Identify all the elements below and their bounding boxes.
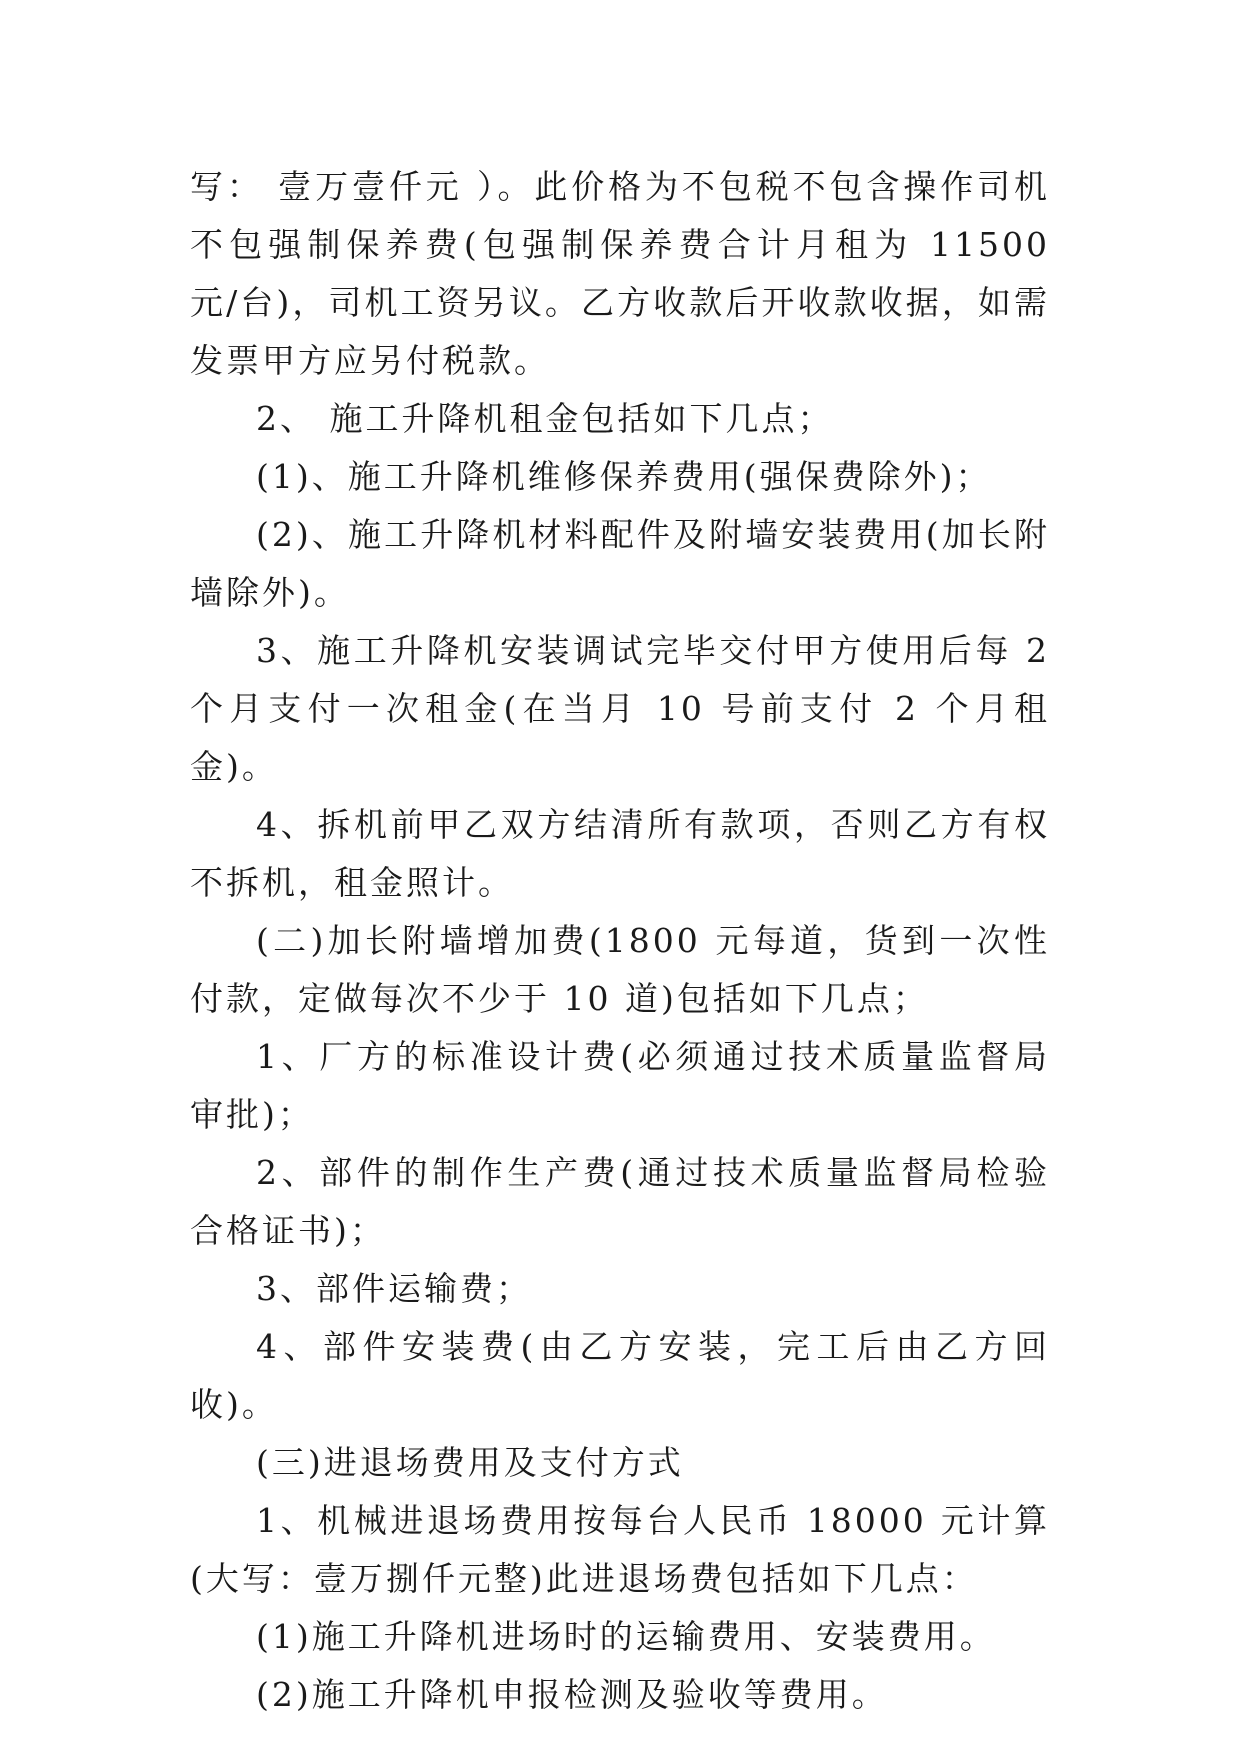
paragraph-dismantle-settlement: 4、拆机前甲乙双方结清所有款项，否则乙方有权不拆机，租金照计。 [190,805,1050,902]
paragraph-entry-exit-fee: 1、机械进退场费用按每台人民币 18000 元计算(大写：壹万捌仟元整)此进退场费包括如下几点： [190,1501,1050,1598]
paragraph-rent-item-1: (1)、施工升降机维修保养费用(强保费除外)； [256,457,992,496]
paragraph-extension-item-4: 4、部件安装费(由乙方安装，完工后由乙方回收)。 [190,1327,1050,1424]
paragraph-extension-item-1: 1、厂方的标准设计费(必须通过技术质量监督局审批)； [190,1037,1050,1134]
paragraph-extension-item-3: 3、部件运输费； [256,1269,532,1308]
paragraph-extension-item-2: 2、部件的制作生产费(通过技术质量监督局检验合格证书)； [190,1153,1050,1250]
paragraph-price-terms: 写： 壹万壹仟元 ）。此价格为不包税不包含操作司机不包强制保养费(包强制保养费合计月租为 11500 元/台)，司机工资另议。乙方收款后开收款收据，如需发票甲方应另付税款。 [190,167,1050,380]
document-body [190,158,1050,1724]
paragraph-payment-schedule: 3、施工升降机安装调试完毕交付甲方使用后每 2 个月支付一次租金(在当月 10 号前支付 2 个月租金)。 [190,631,1050,786]
paragraph-rent-includes: 2、 施工升降机租金包括如下几点； [256,399,834,438]
paragraph-entry-exit-heading: (三)进退场费用及支付方式 [256,1443,684,1482]
paragraph-entry-exit-item-1: (1)施工升降机进场时的运输费用、安装费用。 [256,1617,996,1656]
paragraph-entry-exit-item-2: (2)施工升降机申报检测及验收等费用。 [256,1675,888,1714]
paragraph-rent-item-2: (2)、施工升降机材料配件及附墙安装费用(加长附墙除外)。 [190,515,1050,612]
paragraph-extension-wall-fee: (二)加长附墙增加费(1800 元每道，货到一次性付款，定做每次不少于 10 道)包括如下几点； [190,921,1050,1018]
